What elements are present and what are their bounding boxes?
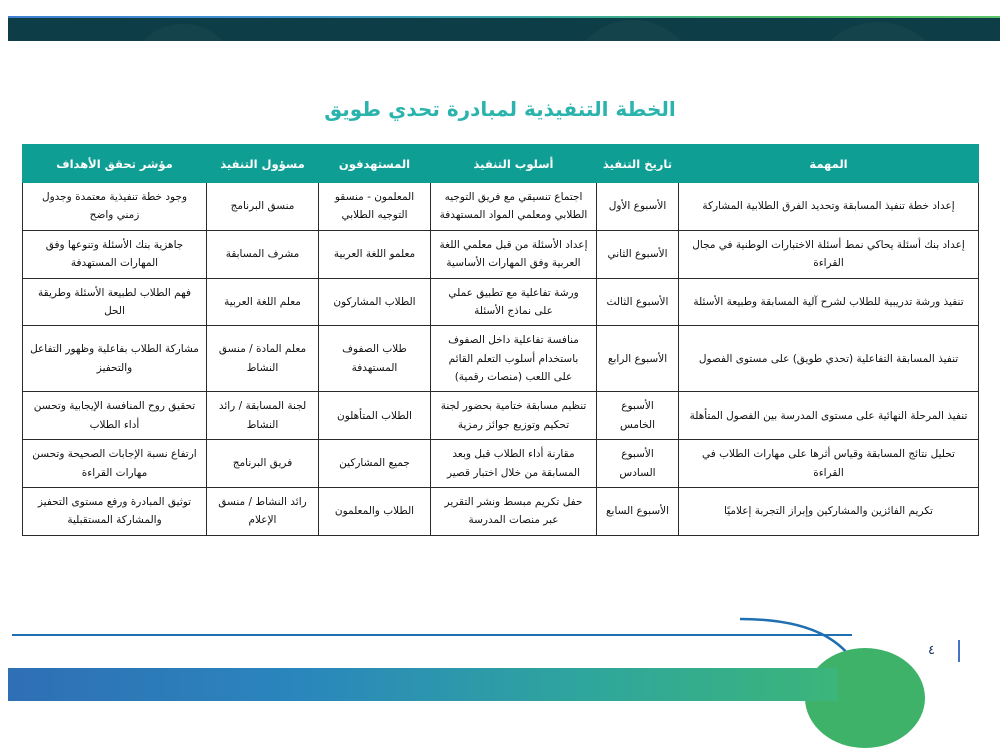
cell-task: تكريم الفائزين والمشاركين وإبراز التجربة إعلاميًا <box>679 487 979 535</box>
table-row <box>23 183 979 231</box>
execution-plan-table <box>22 144 979 536</box>
cell-task: إعداد خطة تنفيذ المسابقة وتحديد الفرق الطلابية المشاركة <box>679 183 979 231</box>
cell-method: اجتماع تنسيقي مع فريق التوجيه الطلابي ومعلمي المواد المستهدفة <box>431 183 597 231</box>
cell-date: الأسبوع الرابع <box>597 326 679 392</box>
cell-owner: معلم المادة / منسق النشاط <box>207 326 319 392</box>
column-header-owner: مسؤول التنفيذ <box>207 145 319 183</box>
page-number-rule <box>958 640 960 662</box>
cell-target: جميع المشاركين <box>319 440 431 488</box>
header-banner <box>8 18 1000 41</box>
cell-date: الأسبوع الثاني <box>597 230 679 278</box>
column-header-date: تاريخ التنفيذ <box>597 145 679 183</box>
cell-indicator: فهم الطلاب لطبيعة الأسئلة وطريقة الحل <box>23 278 207 326</box>
cell-indicator: جاهزية بنك الأسئلة وتنوعها وفق المهارات المستهدفة <box>23 230 207 278</box>
banner-bubble-decor <box>128 24 238 41</box>
footer-gradient-bar <box>8 668 838 701</box>
cell-target: الطلاب المتأهلون <box>319 392 431 440</box>
cell-indicator: توثيق المبادرة ورفع مستوى التحفيز والمشاركة المستقبلية <box>23 487 207 535</box>
column-header-method: أسلوب التنفيذ <box>431 145 597 183</box>
cell-method: ورشة تفاعلية مع تطبيق عملي على نماذج الأسئلة <box>431 278 597 326</box>
table-row <box>23 326 979 392</box>
page-title: الخطة التنفيذية لمبادرة تحدي طويق <box>324 97 676 121</box>
cell-task: تنفيذ ورشة تدريبية للطلاب لشرح آلية المسابقة وطبيعة الأسئلة <box>679 278 979 326</box>
cell-target: الطلاب المشاركون <box>319 278 431 326</box>
table-row <box>23 487 979 535</box>
cell-date: الأسبوع السادس <box>597 440 679 488</box>
cell-indicator: تحقيق روح المنافسة الإيجابية وتحسن أداء الطلاب <box>23 392 207 440</box>
cell-method: تنظيم مسابقة ختامية بحضور لجنة تحكيم وتوزيع جوائز رمزية <box>431 392 597 440</box>
cell-task: إعداد بنك أسئلة يحاكي نمط أسئلة الاختبارات الوطنية في مجال القراءة <box>679 230 979 278</box>
cell-owner: فريق البرنامج <box>207 440 319 488</box>
cell-target: الطلاب والمعلمون <box>319 487 431 535</box>
cell-task: تنفيذ المسابقة التفاعلية (تحدي طويق) على مستوى الفصول <box>679 326 979 392</box>
cell-date: الأسبوع الأول <box>597 183 679 231</box>
column-header-task: المهمة <box>679 145 979 183</box>
cell-owner: رائد النشاط / منسق الإعلام <box>207 487 319 535</box>
cell-task: تحليل نتائج المسابقة وقياس أثرها على مهارات الطلاب في القراءة <box>679 440 979 488</box>
banner-bubble-decor <box>808 22 948 41</box>
cell-indicator: مشاركة الطلاب بفاعلية وظهور التفاعل والتحفيز <box>23 326 207 392</box>
cell-owner: مشرف المسابقة <box>207 230 319 278</box>
table-row <box>23 440 979 488</box>
cell-target: معلمو اللغة العربية <box>319 230 431 278</box>
cell-owner: لجنة المسابقة / رائد النشاط <box>207 392 319 440</box>
cell-indicator: ارتفاع نسبة الإجابات الصحيحة وتحسن مهارات القراءة <box>23 440 207 488</box>
cell-owner: معلم اللغة العربية <box>207 278 319 326</box>
cell-date: الأسبوع السابع <box>597 487 679 535</box>
cell-owner: منسق البرنامج <box>207 183 319 231</box>
column-header-indicator: مؤشر تحقق الأهداف <box>23 145 207 183</box>
table-row <box>23 278 979 326</box>
table-row <box>23 392 979 440</box>
page-number: ٤ <box>928 643 935 658</box>
cell-method: منافسة تفاعلية داخل الصفوف باستخدام أسلوب التعلم القائم على اللعب (منصات رقمية) <box>431 326 597 392</box>
cell-method: حفل تكريم مبسط ونشر التقرير عبر منصات المدرسة <box>431 487 597 535</box>
table-header-row <box>23 145 979 183</box>
cell-indicator: وجود خطة تنفيذية معتمدة وجدول زمني واضح <box>23 183 207 231</box>
cell-target: المعلمون - منسقو التوجيه الطلابي <box>319 183 431 231</box>
footer-divider-line <box>12 634 852 636</box>
cell-date: الأسبوع الخامس <box>597 392 679 440</box>
banner-bubble-decor <box>568 20 698 41</box>
column-header-target: المستهدفون <box>319 145 431 183</box>
cell-task: تنفيذ المرحلة النهائية على مستوى المدرسة بين الفصول المتأهلة <box>679 392 979 440</box>
cell-method: إعداد الأسئلة من قبل معلمي اللغة العربية وفق المهارات الأساسية <box>431 230 597 278</box>
cell-target: طلاب الصفوف المستهدفة <box>319 326 431 392</box>
cell-method: مقارنة أداء الطلاب قبل وبعد المسابقة من خلال اختبار قصير <box>431 440 597 488</box>
table-row <box>23 230 979 278</box>
cell-date: الأسبوع الثالث <box>597 278 679 326</box>
